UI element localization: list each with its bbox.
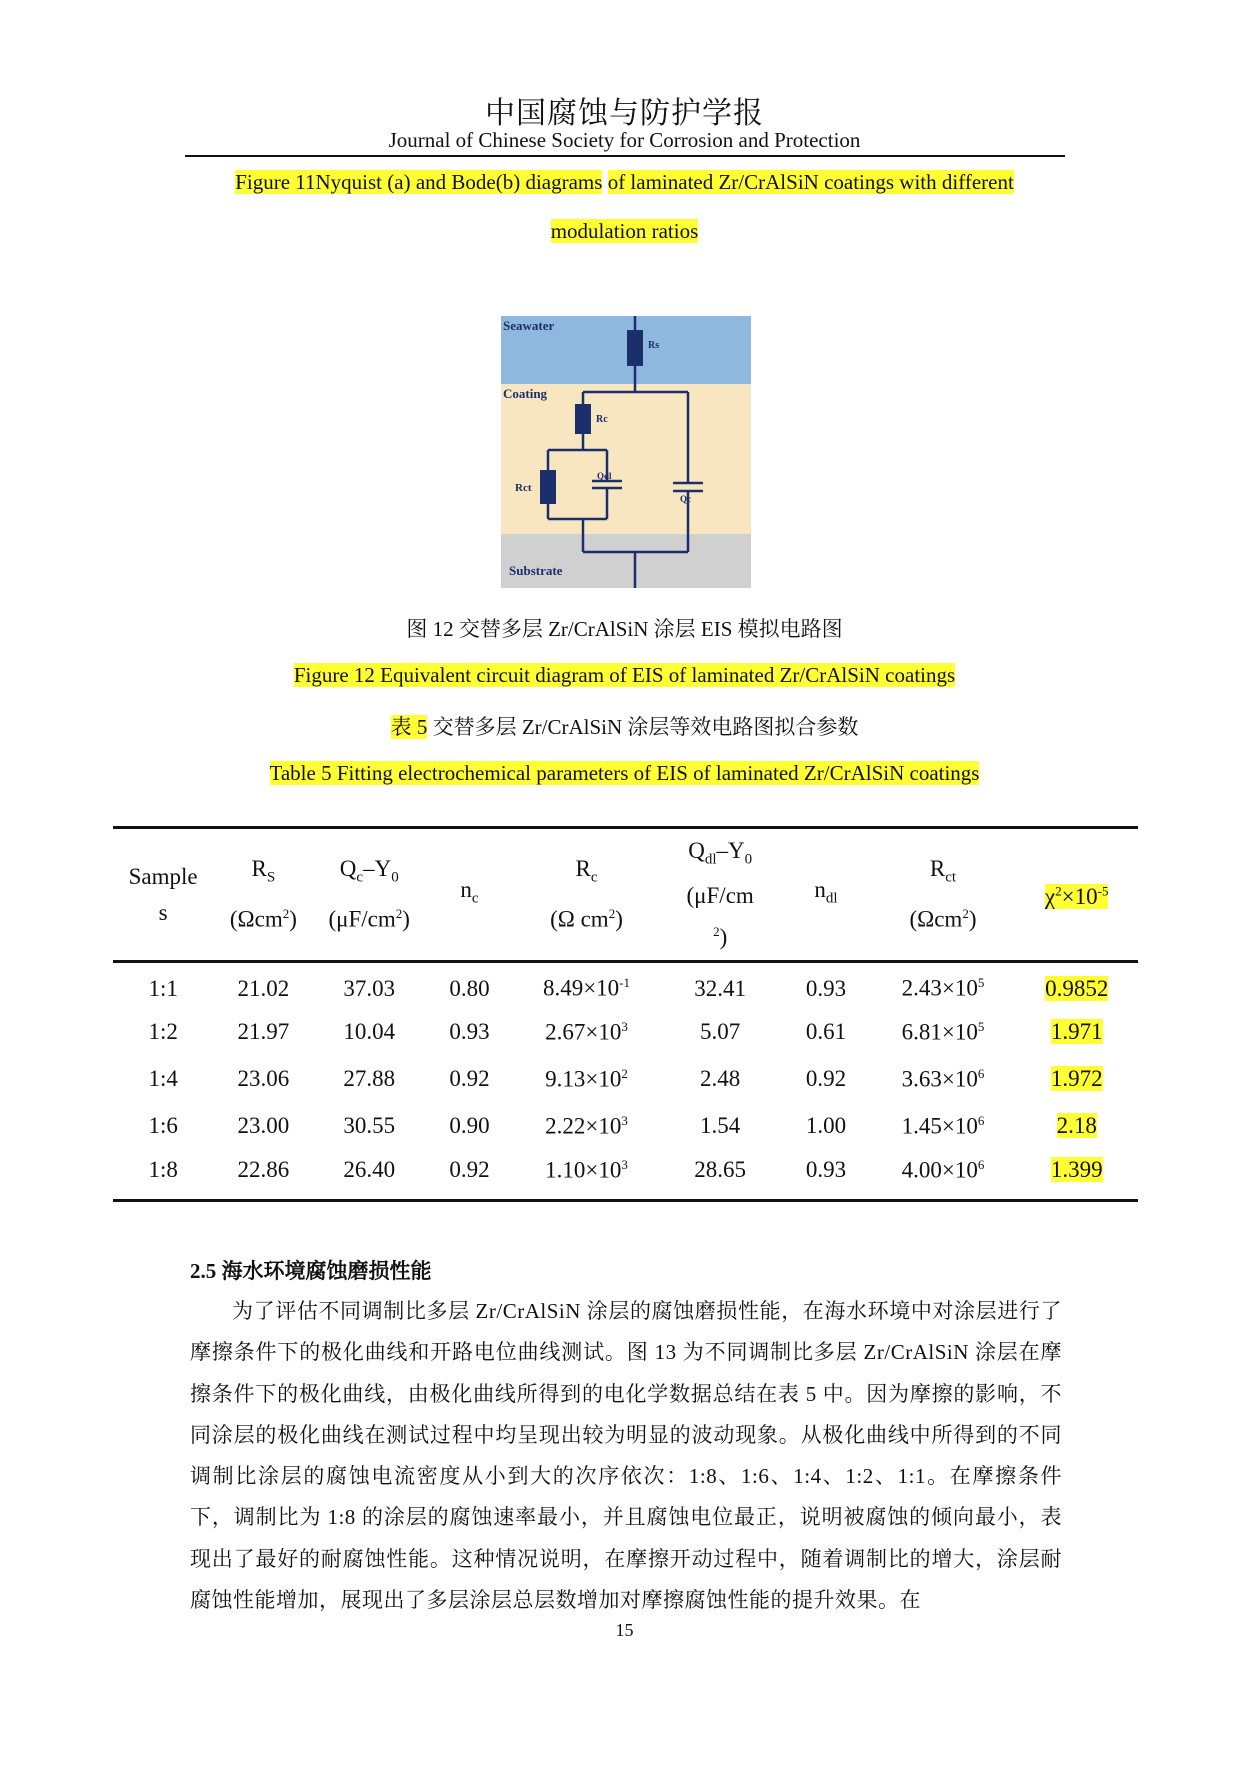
chi-squared-highlight: 2.18 — [1056, 1113, 1097, 1138]
cell-rc: $1.10\times 10^3$ — [545, 1156, 628, 1183]
cell-sample: 1:1 — [148, 975, 178, 1001]
table-5-caption-en-line — [0, 761, 1249, 786]
table-bottom-rule — [113, 1199, 1138, 1202]
cell-rct: $3.63\times 10^6$ — [901, 1065, 985, 1092]
cell-nc: 0.90 — [449, 1113, 490, 1138]
cell-qc-y0: 26.40 — [343, 1157, 396, 1182]
header-samples — [113, 828, 213, 962]
cell-ndl: 0.93 — [805, 1157, 847, 1182]
header-qc-line1: $Q_c-Y_0$ — [339, 856, 399, 886]
chi-squared-highlight: 1.971 — [1050, 1019, 1103, 1044]
header-rc — [514, 828, 659, 962]
table-row — [113, 1150, 1138, 1197]
header-rule — [185, 155, 1065, 157]
cell-rs: 23.06 — [237, 1066, 290, 1091]
table-5-caption-cn-text: 交替多层 Zr/CrAlSiN 涂层等效电路图拟合参数 — [432, 715, 859, 739]
header-rct — [871, 828, 1016, 962]
table-5-label: 表 5 — [390, 715, 428, 739]
cell-ndl: 0.93 — [805, 975, 847, 1001]
cell-ndl: 1.00 — [805, 1113, 847, 1138]
resistor-rs-icon — [627, 330, 643, 366]
cell-rct: $6.81\times 10^5$ — [901, 1018, 985, 1045]
label-rc: Rc — [596, 414, 608, 425]
figure-11-caption-part-a: Figure 11Nyquist (a) and Bode(b) diagrams — [235, 170, 603, 194]
table-5-caption-cn — [0, 711, 1249, 741]
figure-11-caption-part-b: of laminated Zr/CrAlSiN coatings with different — [607, 170, 1014, 194]
page-number: 15 — [615, 1620, 634, 1640]
label-rct: Rct — [515, 482, 532, 494]
cell-rs: 22.86 — [237, 1157, 290, 1182]
cell-chi-squared — [1015, 962, 1138, 1009]
figure-12-caption-cn: 图 12 交替多层 Zr/CrAlSiN 涂层 EIS 模拟电路图 — [406, 617, 843, 641]
label-seawater: Seawater — [503, 318, 555, 333]
header-qdl-line1: $Q_{dl}-Y_0$ — [688, 838, 753, 868]
chi-squared-highlight: 1.972 — [1050, 1066, 1103, 1091]
header-ndl: $n_{dl}$ — [814, 877, 838, 907]
equivalent-circuit-diagram — [501, 316, 751, 588]
cell-rct: $1.45\times 10^6$ — [901, 1112, 985, 1139]
table-row — [113, 1009, 1138, 1056]
cell-sample: 1:6 — [148, 1113, 178, 1138]
fitting-parameters-table — [113, 826, 1138, 1197]
cell-rc: $2.67\times 10^3$ — [545, 1018, 628, 1045]
header-rs — [213, 828, 313, 962]
cell-qdl-y0: 28.65 — [694, 1157, 747, 1182]
header-samples-line2: s — [158, 899, 168, 925]
header-qc-y0 — [314, 828, 425, 962]
cell-ndl: 0.61 — [805, 1019, 847, 1044]
header-rct-line1: $R_{ct}$ — [929, 856, 957, 886]
cell-sample: 1:2 — [148, 1019, 178, 1044]
header-rs-line2: (Ωcm$^2$) — [229, 905, 297, 932]
cell-qdl-y0: 2.48 — [700, 1066, 741, 1091]
cell-qc-y0: 27.88 — [343, 1066, 396, 1091]
cell-sample: 1:8 — [148, 1157, 178, 1182]
figure-11-caption-part-c: modulation ratios — [550, 219, 699, 243]
figure-12-caption-en: Figure 12 Equivalent circuit diagram of EIS of laminated Zr/CrAlSiN coatings — [293, 663, 956, 687]
header-rs-line1: $R_S$ — [251, 856, 276, 886]
header-rct-line2: (Ωcm$^2$) — [909, 905, 977, 932]
header-chi-squared — [1015, 828, 1138, 962]
header-qc-line2: $(\mu F/cm^2)$ — [328, 905, 410, 932]
cell-qc-y0: 10.04 — [343, 1019, 396, 1044]
header-rc-line2: (Ω $cm^2$) — [550, 905, 623, 932]
cell-chi-squared — [1015, 1009, 1138, 1056]
figure-11-caption-line1 — [0, 170, 1249, 195]
figure-11-caption-line2 — [0, 219, 1249, 244]
label-coating: Coating — [503, 386, 548, 401]
header-qdl-line3: $^2$) — [713, 923, 728, 950]
substrate-layer — [501, 534, 751, 588]
journal-title-en: Journal of Chinese Society for Corrosion and Protection — [388, 128, 861, 152]
header-chi-highlight: $\chi^2\times 10^{-5}$ — [1044, 883, 1109, 910]
chi-squared-highlight: 1.399 — [1050, 1157, 1103, 1182]
cell-nc: 0.80 — [449, 975, 490, 1001]
table-row — [113, 1056, 1138, 1103]
label-qc: Qc — [680, 494, 691, 504]
resistor-rct-icon — [540, 470, 556, 504]
chi-squared-highlight: 0.9852 — [1045, 975, 1109, 1001]
cell-rc: $9.13\times 10^2$ — [545, 1065, 628, 1092]
label-rs: Rs — [648, 340, 660, 351]
table-5-caption-en: Table 5 Fitting electrochemical parameters of EIS of laminated Zr/CrAlSiN coatings — [269, 761, 980, 785]
coating-layer — [501, 384, 751, 534]
cell-qdl-y0: 32.41 — [694, 975, 747, 1001]
cell-rs: 21.02 — [237, 975, 290, 1001]
table-row — [113, 962, 1138, 1009]
cell-nc: 0.93 — [449, 1019, 490, 1044]
table-header-row — [113, 828, 1138, 962]
header-samples-line1: Sample — [128, 863, 198, 889]
table-row — [113, 1103, 1138, 1150]
cell-qc-y0: 37.03 — [343, 975, 396, 1001]
cell-qc-y0: 30.55 — [343, 1113, 396, 1138]
cell-chi-squared — [1015, 1103, 1138, 1150]
journal-title-cn: 中国腐蚀与防护学报 — [485, 97, 764, 130]
header-qdl-y0 — [659, 828, 782, 962]
header-nc: $n_c$ — [460, 877, 479, 907]
label-qdl: Qdl — [597, 471, 612, 481]
cell-rs: 23.00 — [237, 1113, 290, 1138]
cell-rc: $2.22\times 10^3$ — [545, 1112, 628, 1139]
cell-rct: $2.43\times 10^5$ — [901, 975, 985, 1002]
header-qdl-line2: (μF/cm — [686, 882, 754, 908]
cell-nc: 0.92 — [449, 1066, 490, 1091]
cell-ndl: 0.92 — [805, 1066, 847, 1091]
header-rc-line1: $R_c$ — [575, 856, 598, 886]
cell-qdl-y0: 1.54 — [700, 1113, 741, 1138]
cell-sample: 1:4 — [148, 1066, 178, 1091]
resistor-rc-icon — [575, 404, 591, 434]
cell-qdl-y0: 5.07 — [700, 1019, 741, 1044]
cell-rs: 21.97 — [237, 1019, 290, 1044]
cell-chi-squared — [1015, 1150, 1138, 1197]
section-paragraph: 为了评估不同调制比多层 Zr/CrAlSiN 涂层的腐蚀磨损性能，在海水环境中对涂层进行了摩擦条件下的极化曲线和开路电位曲线测试。图 13 为不同调制比多层 Zr/CrAlSiN 涂层在摩擦条件下的极化曲线，由极化曲线所得到的电化学数据总结在表 5 中。因为摩擦的影响，不同涂层的极化曲线在测试过程中均呈现出较为明显的波动现象。从极化曲线中所得到的不同调制比涂层的腐蚀电流密度从小到大的次序依次：1:8、1:6、1:4、1:2、1:1。在摩擦条件下，调制比为 1:8 的涂层的腐蚀速率最小，并且腐蚀电位最正，说明被腐蚀的倾向最小，表现出了最好的耐腐蚀性能。这种情况说明，在摩擦开动过程中，随着调制比的增大，涂层耐腐蚀性能增加，展现出了多层涂层总层数增加对摩擦腐蚀性能的提升效果。在 — [190, 1299, 1062, 1613]
cell-chi-squared — [1015, 1056, 1138, 1103]
cell-rct: $4.00\times 10^6$ — [901, 1156, 985, 1183]
label-substrate: Substrate — [509, 563, 563, 578]
figure-12-caption-en-line — [0, 663, 1249, 688]
cell-rc: $8.49\times 10^{-1}$ — [542, 975, 631, 1002]
cell-nc: 0.92 — [449, 1157, 490, 1182]
section-heading: 2.5 海水环境腐蚀磨损性能 — [190, 1259, 432, 1283]
